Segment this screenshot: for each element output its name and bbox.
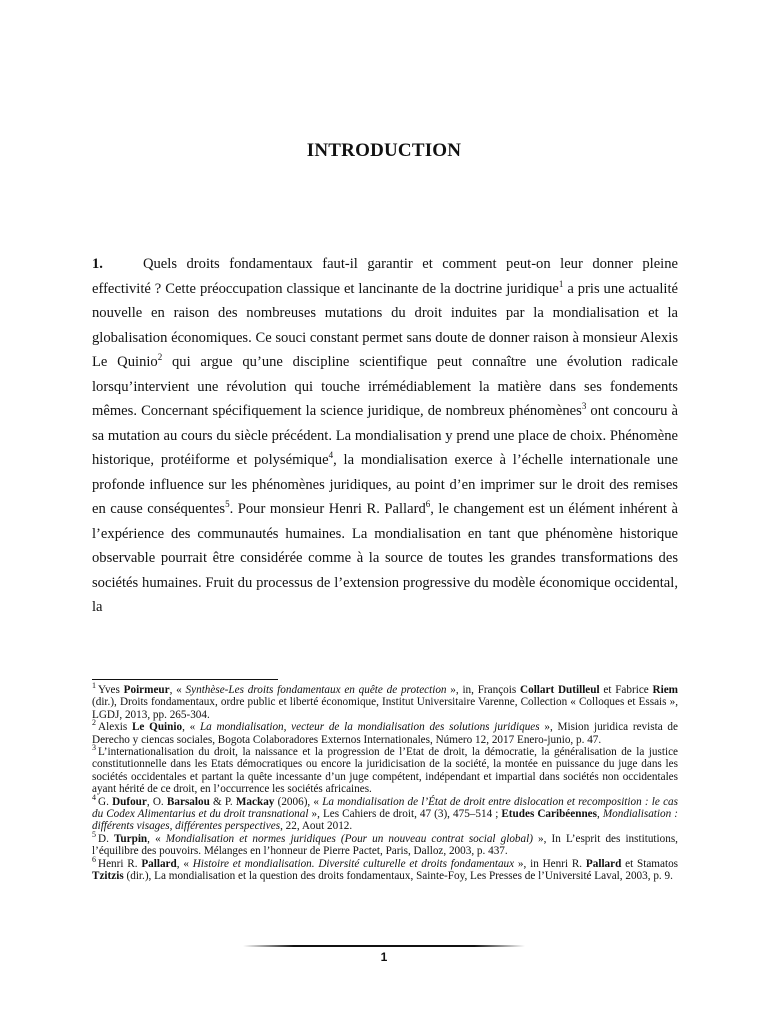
footnote-ref: 4 (328, 450, 334, 461)
page-title: INTRODUCTION (306, 140, 462, 161)
footnote (92, 743, 678, 796)
footnote-text: Barsalou (166, 795, 210, 808)
footnote (92, 792, 678, 833)
footnote-text: , « (182, 721, 200, 734)
footnote-text: et Stamatos (621, 857, 679, 870)
footnote-text: Henri R. (98, 857, 142, 870)
footnote-text: , « (169, 684, 186, 696)
footnote-text: , (597, 808, 603, 821)
footnote-text: G. (98, 795, 113, 808)
footnote-text: , « (176, 857, 193, 870)
footnotes-section (92, 681, 679, 883)
paragraph-segment: Quels droits fondamentaux faut-il garantir et comment peut-on leur donner pleine effectivité ? Cette préoccupation classique et lancinante de la doctrine juridique (92, 256, 678, 297)
footnote-ref: 3 (581, 401, 587, 412)
footnote-text: Poirmeur (123, 684, 170, 696)
footnote-text: Mackay (235, 795, 275, 808)
footnote (92, 854, 679, 883)
paragraph-text (92, 256, 678, 615)
footnote-text: , O. (146, 795, 167, 808)
paragraph-number: 1. (92, 256, 103, 272)
footnote-text: Mondialisation : différents visages, différentes perspectives (92, 808, 678, 833)
footnote-text: Histoire et mondialisation. Diversité culturelle et droits fondamentaux (192, 857, 515, 870)
footnote-text: Etudes Caribéennes (501, 808, 597, 821)
paragraph-segment: , la mondialisation exerce à l’échelle internationale une profonde influence sur les phénomènes juridiques, au point d’en imprimer sur le droit des remises en cause conséquentes (92, 452, 678, 517)
footnote (92, 830, 678, 858)
footnote-ref: 5 (225, 499, 230, 510)
footnote-text: D. (98, 832, 114, 845)
footnote-text: », In L’esprit des institutions, l’équilibre des pouvoirs. Mélanges en l’honneur de Pierre Pactet, Paris, Dalloz, 2003, p. 437. (92, 832, 678, 858)
footnote-text: », in Henri R. (514, 857, 586, 870)
footnote-text: Collart Dutilleul (520, 684, 600, 696)
footnote-number: 3 (92, 743, 96, 753)
paragraph-1 (92, 252, 678, 620)
footnote-text: Mondialisation et normes juridiques (Pour un nouveau contrat social global) (165, 832, 533, 845)
footnote-text: (dir.), La mondialisation et la question des droits fondamentaux, Sainte-Foy, Les Presses de l’Université Laval, 2003, p. 9. (123, 870, 673, 883)
footnote-number: 4 (92, 792, 96, 802)
paragraph-segment: , le changement est un élément inhérent à l’expérience des communautés humaines. La mondialisation en tant que phénomène historique observable pourrait être considérée comme à la source de toutes les grandes transformations des sociétés humaines. Fruit du processus de l’extension progressive du modèle économique occidental, la (92, 501, 678, 615)
footnote-text: Dufour (112, 795, 147, 808)
footnote-ref: 6 (425, 499, 431, 510)
page-number-rule (243, 945, 525, 947)
footnote-number: 1 (92, 681, 96, 691)
footnote-text: », in, François (446, 684, 521, 696)
footnote-text: , 22, Aout 2012. (280, 820, 353, 833)
footnote-text: & P. (209, 795, 236, 808)
footnote-number: 6 (92, 854, 96, 864)
footnote-text: Riem (652, 684, 679, 696)
footnote-text: , « (147, 832, 166, 845)
footnote-text: », Les Cahiers de droit, 47 (3), 475–514 ; (308, 808, 502, 821)
paragraph-segment: ont concouru à sa mutation au cours du siècle précédent. La mondialisation y prend une place de choix. Phénomène historique, protéiforme et polysémique (92, 403, 678, 468)
footnote (92, 681, 679, 721)
paragraph-segment: . Pour monsieur Henri R. Pallard (229, 501, 426, 517)
footnote-ref: 2 (157, 352, 163, 363)
footnote-text: Yves (98, 684, 124, 696)
footnote-text: et Fabrice (599, 684, 653, 696)
footnote-text: Alexis (98, 721, 132, 734)
footnote-text: », Mision juridica revista de Derecho y ciencas sociales, Bogota Colaboradores Externos Internationales, Número 12, 2017 Enero-junio, p. 47. (92, 721, 678, 746)
footnote-text: Tzitzis (92, 870, 124, 883)
footnote-number: 2 (92, 718, 96, 728)
footnote-separator (92, 679, 278, 680)
footnote-text: (2006), « (274, 795, 323, 808)
footnote-text: Pallard (585, 857, 622, 870)
footnote-text: La mondialisation de l’État de droit entre dislocation et recomposition : le cas du Codex Alimentarius et du droit transnational (92, 795, 678, 821)
footnote-text: (dir.), Droits fondamentaux, ordre public et liberté économique, Institut Universitaire Varenne, Collection « Colloques et Essais », LGDJ, 2013, pp. 265-304. (92, 696, 678, 721)
footnote-number: 5 (92, 830, 96, 840)
footnote-text: Synthèse-Les droits fondamentaux en quête de protection (185, 684, 447, 696)
paragraph-segment: qui argue qu’une discipline scientifique peut connaître une évolution radicale lorsqu’intervient une révolution qui touche irrémédiablement la matière dans ses fondements mêmes. Concernant spécifiquement la science juridique, de nombreux phénomènes (92, 354, 678, 419)
footnote (92, 718, 678, 746)
footnote-text: Turpin (113, 832, 148, 845)
footnote-text: La mondialisation, vecteur de la mondialisation des solutions juridiques (199, 721, 540, 734)
footnote-text: Pallard (141, 857, 177, 870)
page-number: 1 (380, 950, 388, 964)
footnote-text: L’internationalisation du droit, la naissance et la progression de l’Etat de droit, la démocratie, la généralisation de la justice constitutionnelle dans les Etats démocratiques ou encore la juridicisation de la société, la montée en puissance du juge dans les sociétés occidentales et partant la quête incessante d’un juge compétent, indépendant et impartial dans sociétés non occidentales ayant hérité de ce droit, en l’occurrence les sociétés africaines. (92, 746, 678, 796)
paragraph-segment: a pris une actualité nouvelle en raison des nombreuses mutations du droit induites par la mondialisation et la globalisation économiques. Ce souci constant permet sans doute de donner raison à monsieur Alexis Le Quinio (92, 280, 678, 370)
footnote-ref: 1 (558, 278, 564, 289)
footnote-text: Le Quinio (131, 721, 183, 734)
